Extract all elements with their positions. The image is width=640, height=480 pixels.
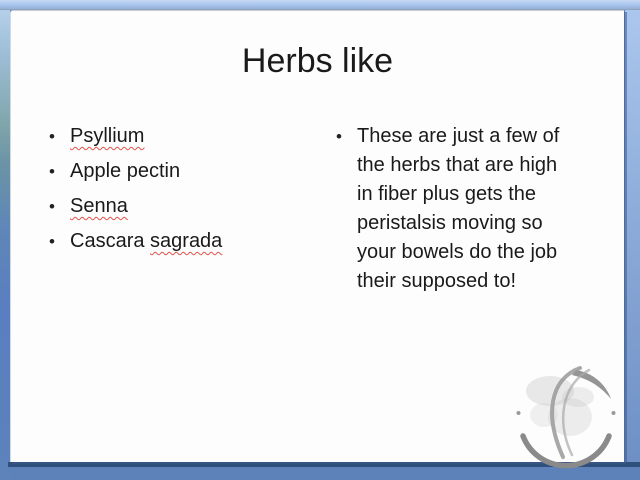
misspelled-word: sagrada [150,230,223,252]
list-item [49,224,222,259]
list-item-text: Apple pectin [70,160,181,182]
description-line: peristalsis moving so [357,212,543,234]
list-item-text [70,189,128,223]
description-line: your bowels do the job [357,241,558,263]
description-bullet [336,122,559,296]
list-item [49,154,222,189]
slide-title: Herbs like [241,42,394,80]
description-line: their supposed to! [357,270,516,292]
bullet-icon: • [336,127,342,146]
bullet-icon: • [49,162,55,181]
herb-list [49,119,222,259]
misspelled-word: Senna [70,195,128,217]
bullet-icon: • [49,197,55,216]
list-item [49,119,222,154]
bullet-icon: • [49,232,55,251]
frame-top-edge [0,0,640,10]
circular-swoosh-watermark-icon [506,363,626,469]
frame-left-edge [0,0,10,480]
description-line: the herbs that are high [357,154,558,176]
list-item [49,189,222,224]
list-item-text [70,119,144,153]
description-text [357,122,559,296]
description-line: These are just a few of [357,125,560,147]
description-line: in fiber plus gets the [357,183,536,205]
misspelled-word: Psyllium [70,125,145,147]
frame-right-edge [625,10,640,462]
list-item-text: Cascara sagrada [70,230,223,252]
presentation-slide [10,10,624,462]
bullet-icon: • [49,127,55,146]
